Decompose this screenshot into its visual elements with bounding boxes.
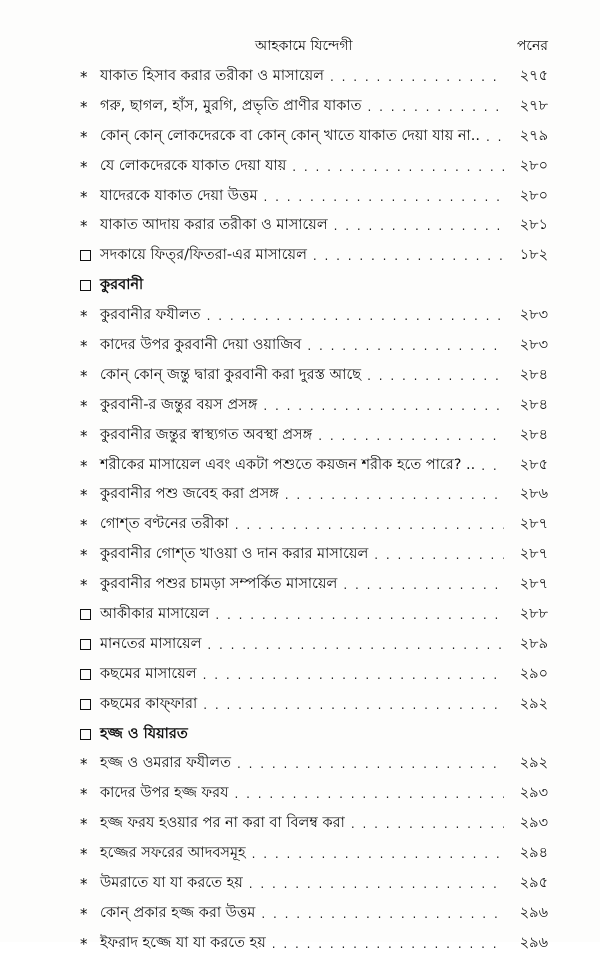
dot-leader (203, 668, 504, 682)
toc-entry (80, 929, 548, 959)
toc-entry-title: যাদেরকে যাকাত দেয়া উত্তম (100, 187, 258, 204)
dot-leader (207, 638, 504, 652)
dot-leader (249, 877, 504, 891)
toc-entry (80, 869, 548, 899)
dot-leader (330, 70, 504, 84)
toc-entry (80, 630, 548, 660)
toc-section-heading (80, 720, 548, 750)
toc-entry (80, 540, 548, 570)
asterisk-bullet: * (80, 934, 88, 953)
checkbox-square-icon (80, 666, 100, 684)
asterisk-bullet: * (80, 217, 88, 236)
toc-page-number: ২৯৫ (519, 874, 548, 891)
toc-entry-title: কুরবানীর গোশ্‌ত খাওয়া ও দান করার মাসায়েল (100, 546, 369, 563)
toc-entry-title: গরু, ছাগল, হাঁস, মুরগি, প্রভৃতি প্রাণীর যাকাত (100, 97, 362, 114)
toc-page-number: ১৮২ (519, 247, 548, 264)
asterisk-bullet: * (80, 874, 88, 893)
toc-page-number: ২৮৩ (519, 336, 548, 353)
toc-entry-title: কুরবানীর জন্তুর স্বাস্থ্যগত অবস্থা প্রসঙ্গ (100, 426, 313, 443)
toc-entry (80, 331, 548, 361)
running-title: আহকামে যিন্দেগী (255, 38, 353, 54)
toc-entry (80, 92, 548, 122)
toc-page-number: ২৮৪ (519, 426, 548, 443)
dot-leader (252, 847, 504, 861)
asterisk-bullet: * (80, 366, 88, 385)
toc-entry-title: উমরাতে যা যা করতে হয় (100, 874, 243, 891)
dot-leader (334, 219, 504, 233)
asterisk-bullet: * (80, 187, 88, 206)
checkbox-square-icon (80, 636, 100, 654)
toc-entry-title: কুরবানীর ফযীলত (100, 307, 201, 324)
toc-page-number: ২৯২ (519, 695, 548, 712)
asterisk-bullet: * (80, 576, 88, 595)
asterisk-bullet: * (80, 97, 88, 116)
dot-leader (285, 488, 504, 502)
toc-entry (80, 839, 548, 869)
dot-leader (203, 698, 504, 712)
toc-entry (80, 152, 548, 182)
toc-page-number: ২৮৭ (519, 516, 548, 533)
toc-page-number: ২৮০ (519, 157, 548, 174)
toc-page-number: ২৮০ (519, 187, 548, 204)
toc-entry (80, 241, 548, 271)
asterisk-bullet: * (80, 516, 88, 535)
toc-entry-title: কোন্ কোন্ জন্তু দ্বারা কুরবানী করা দুরস্ত আছে (100, 366, 362, 383)
asterisk-bullet: * (80, 426, 88, 445)
dot-leader (272, 937, 504, 951)
dot-leader (481, 459, 504, 473)
dot-leader (486, 130, 504, 144)
asterisk-bullet: * (80, 815, 88, 834)
toc-entry (80, 899, 548, 929)
dot-leader (367, 100, 504, 114)
dot-leader (234, 787, 504, 801)
dot-leader (313, 249, 504, 263)
dot-leader (351, 817, 504, 831)
asterisk-bullet: * (80, 486, 88, 505)
toc-entry (80, 301, 548, 331)
dot-leader (343, 578, 504, 592)
dot-leader (292, 160, 504, 174)
toc-page-number: ২৮৩ (519, 307, 548, 324)
checkbox-square-icon (80, 726, 100, 744)
toc-entry (80, 809, 548, 839)
dot-leader (207, 309, 504, 323)
toc-page-number: ২৯৩ (519, 785, 548, 802)
square-bullet-icon (80, 699, 91, 710)
checkbox-square-icon (80, 247, 100, 265)
asterisk-bullet: * (80, 127, 88, 146)
toc-entry-title: কুরবানী (100, 277, 144, 294)
toc-entry (80, 660, 548, 690)
toc-entry-title: শরীকের মাসায়েল এবং একটা পশুতে কয়জন শরীক হতে পারে? .. (100, 456, 476, 473)
asterisk-bullet: * (80, 336, 88, 355)
toc-page-number: ২৮৭ (519, 576, 548, 593)
checkbox-square-icon (80, 277, 100, 295)
square-bullet-icon (80, 639, 91, 650)
toc-entry (80, 451, 548, 481)
toc-entry (80, 391, 548, 421)
table-of-contents (80, 62, 548, 959)
toc-page-number: ২৮১ (519, 217, 548, 234)
toc-entry-title: কাদের উপর কুরবানী দেয়া ওয়াজিব (100, 336, 302, 353)
asterisk-bullet: * (80, 755, 88, 774)
toc-page-number: ২৯৬ (519, 934, 548, 951)
toc-entry-title: কুরবানীর পশুর চামড়া সম্পর্কিত মাসায়েল (100, 576, 338, 593)
toc-entry-title: কোন্ প্রকার হজ্জ করা উত্তম (100, 904, 256, 921)
toc-entry (80, 122, 548, 152)
square-bullet-icon (80, 280, 91, 291)
asterisk-bullet: * (80, 456, 88, 475)
toc-entry-title: কুরবানী-র জন্তুর বয়স প্রসঙ্গ (100, 396, 258, 413)
toc-entry-title: কুরবানীর পশু জবেহ করা প্রসঙ্গ (100, 486, 279, 503)
toc-entry-title: যাকাত আদায় করার তরীকা ও মাসায়েল (100, 217, 328, 234)
square-bullet-icon (80, 609, 91, 620)
toc-entry (80, 779, 548, 809)
asterisk-bullet: * (80, 785, 88, 804)
asterisk-bullet: * (80, 307, 88, 326)
toc-entry (80, 510, 548, 540)
toc-page-number: ২৭৯ (519, 127, 548, 144)
toc-entry-title: কাদের উপর হজ্জ ফরয (100, 785, 229, 802)
dot-leader (318, 429, 504, 443)
toc-entry-title: যাকাত হিসাব করার তরীকা ও মাসায়েল (100, 67, 324, 84)
toc-entry (80, 749, 548, 779)
toc-entry-title: হজ্জ ও যিয়ারত (100, 725, 188, 742)
dot-leader (264, 190, 504, 204)
toc-entry-title: হজ্জ ও ওমরার ফযীলত (100, 755, 231, 772)
toc-entry (80, 182, 548, 212)
toc-entry (80, 421, 548, 451)
checkbox-square-icon (80, 696, 100, 714)
toc-page-number: ২৮৫ (519, 456, 548, 473)
dot-leader (307, 339, 504, 353)
dot-leader (374, 548, 504, 562)
dot-leader (263, 399, 504, 413)
toc-page-number: ২৯৬ (519, 904, 548, 921)
toc-section-heading (80, 271, 548, 301)
toc-page-number: ২৯৪ (519, 845, 548, 862)
toc-page-number: ২৯০ (519, 665, 548, 682)
asterisk-bullet: * (80, 67, 88, 86)
dot-leader (261, 907, 504, 921)
toc-entry-title: কোন্ কোন্ লোকদেরকে বা কোন্ কোন্ খাতে যাকাত দেয়া যায় না.. (100, 127, 480, 144)
toc-page-number: ২৯২ (519, 755, 548, 772)
toc-entry (80, 361, 548, 391)
asterisk-bullet: * (80, 396, 88, 415)
toc-entry-title: হজ্জ ফরয হওয়ার পর না করা বা বিলম্ব করা (100, 815, 345, 832)
square-bullet-icon (80, 669, 91, 680)
asterisk-bullet: * (80, 845, 88, 864)
toc-entry (80, 480, 548, 510)
toc-entry (80, 600, 548, 630)
toc-page-number: ২৮৬ (519, 486, 548, 503)
asterisk-bullet: * (80, 904, 88, 923)
toc-entry-title: যে লোকদেরকে যাকাত দেয়া যায় (100, 157, 287, 174)
page-number: পনের (516, 38, 548, 54)
asterisk-bullet: * (80, 546, 88, 565)
toc-page-number: ২৮৭ (519, 546, 548, 563)
toc-entry-title: হজ্জের সফরের আদবসমূহ (100, 845, 246, 862)
dot-leader (367, 369, 504, 383)
toc-entry-title: ইফরাদ হজ্জে যা যা করতে হয় (100, 934, 266, 951)
asterisk-bullet: * (80, 157, 88, 176)
toc-page-number: ২৮৯ (519, 635, 548, 652)
toc-entry-title: মানতের মাসায়েল (100, 635, 202, 652)
dot-leader (237, 757, 504, 771)
dot-leader (235, 518, 504, 532)
toc-entry-title: কছমের কাফ্‌ফারা (100, 695, 198, 712)
toc-entry (80, 690, 548, 720)
toc-entry-title: কছমের মাসায়েল (100, 665, 197, 682)
toc-entry (80, 211, 548, 241)
toc-page-number: ২৭৮ (519, 97, 548, 114)
toc-page-number: ২৮৮ (519, 605, 548, 622)
toc-entry-title: সদকায়ে ফিত্‌র/ফিতরা-এর মাসায়েল (100, 247, 307, 264)
square-bullet-icon (80, 729, 91, 740)
square-bullet-icon (80, 250, 91, 261)
dot-leader (215, 608, 504, 622)
toc-page-number: ২৯৩ (519, 815, 548, 832)
toc-page-number: ২৭৫ (519, 67, 548, 84)
toc-entry (80, 62, 548, 92)
toc-entry-title: গোশ্‌ত বণ্টনের তরীকা (100, 516, 229, 533)
toc-entry (80, 570, 548, 600)
toc-page-number: ২৮৪ (519, 366, 548, 383)
checkbox-square-icon (80, 606, 100, 624)
toc-page-number: ২৮৪ (519, 396, 548, 413)
toc-entry-title: আকীকার মাসায়েল (100, 605, 210, 622)
